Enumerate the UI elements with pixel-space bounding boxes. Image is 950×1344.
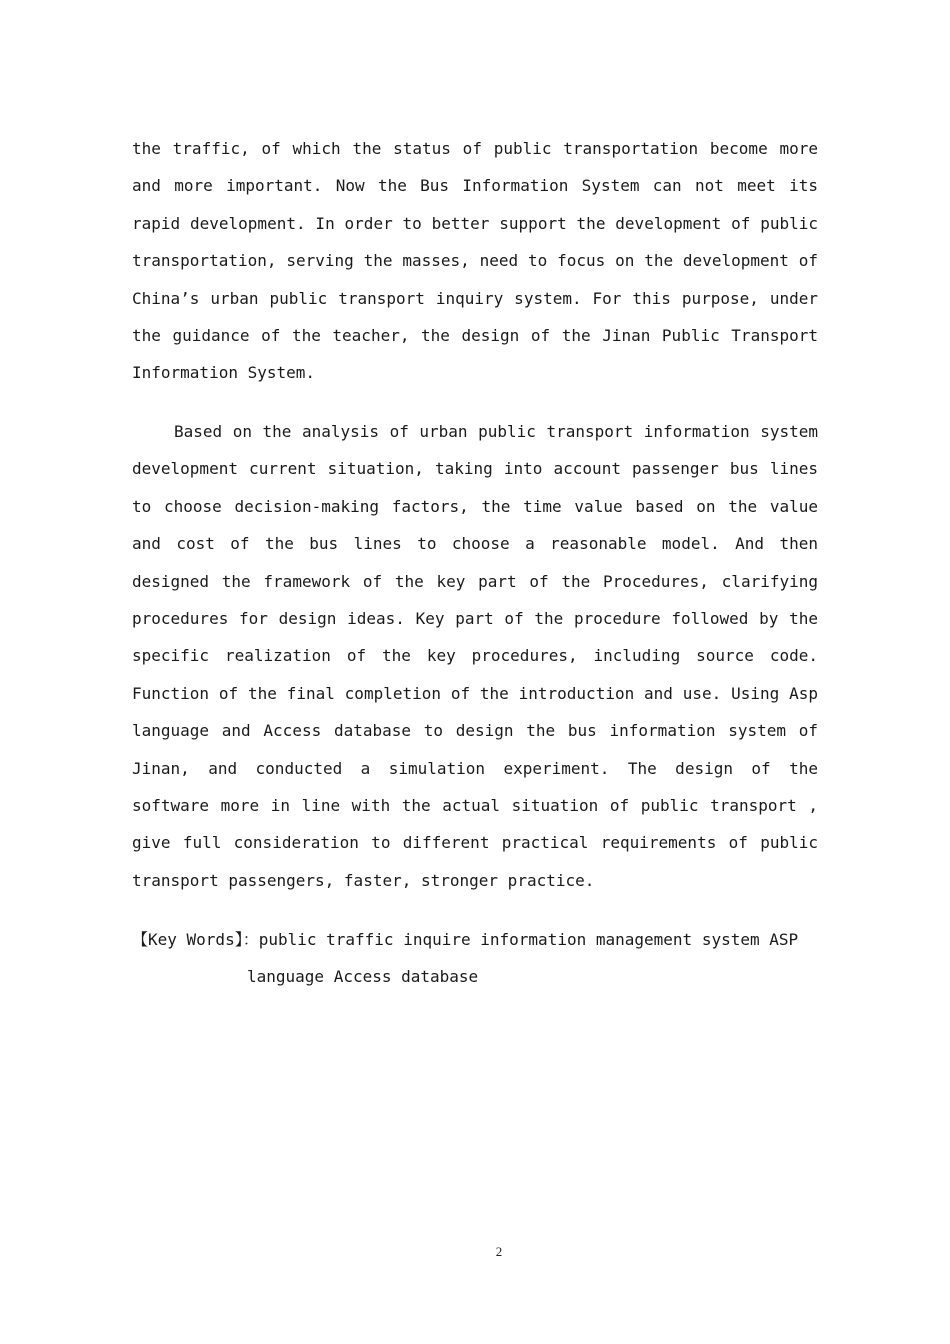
page-number: 2	[495, 1244, 503, 1259]
keywords-label: 【Key Words】：	[132, 930, 259, 949]
abstract-paragraph-2: Based on the analysis of urban public transport information system development current situation, taking into account passenger bus lines to choose decision-making factors, the time value based on the value and cost of the bus lines to choose a reasonable model. And then designed the framework of the key part of the Procedures, clarifying procedures for design ideas. Key part of the procedure followed by the specific realization of the key procedures, including source code. Function of the final completion of the introduction and use. Using Asp language and Access database to design the bus information system of Jinan, and conducted a simulation experiment. The design of the software more in line with the actual situation of public transport , give full consideration to different practical requirements of public transport passengers, faster, stronger practice.	[132, 422, 818, 890]
keywords-line-2: language Access database	[247, 967, 479, 987]
keywords-line-1: public traffic inquire information management system ASP	[258, 930, 799, 949]
abstract-paragraph-1: the traffic, of which the status of public transportation become more and more important. Now the Bus Information System can not meet its rapid development. In order to better support the development of public transportation, serving the masses, need to focus on the development of China’s urban public transport inquiry system. For this purpose, under the guidance of the teacher, the design of the Jinan Public Transport Information System.	[132, 139, 818, 383]
keywords-section	[132, 921, 818, 996]
